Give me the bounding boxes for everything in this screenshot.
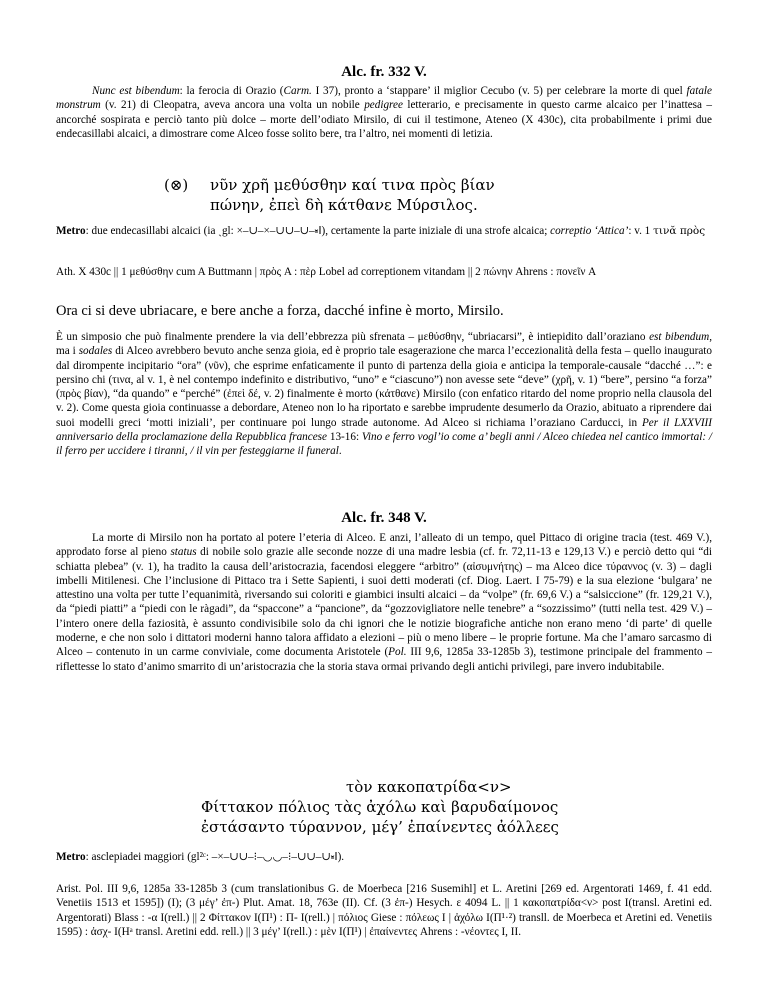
section-title: Alc. fr. 348 V.	[341, 510, 427, 526]
metro-text: : due endecasillabi alcaici (ia ˏgl: ×–∪–×–∪∪–∪–⏓‖), certamente la parte iniziale di una strofe alcaica;	[85, 225, 551, 237]
translation: Ora ci si deve ubriacare, e bere anche a forza, dacché infine è morto, Mirsilo.	[56, 303, 504, 319]
metro-text: : asclepiadei maggiori (gl²ᶜ: –×–∪∪–⁝–◡◡–⁝–∪∪–∪⏓‖).	[85, 851, 345, 863]
intro-italic: Carm.	[283, 85, 312, 97]
intro-italic: Nunc est bibendum	[92, 85, 180, 97]
intro-paragraph: La morte di Mirsilo non ha portato al potere l’eteria di Alceo. E anzi, l’alleato di un tempo, quel Pittaco di origine tracia (test. 469 V.), approdato forse al pieno status di nobile solo grazie alle seconde nozze di una madre lesbia (cf. fr. 72,11-13 e 129,13 V.) e perciò detto qui “di schiatta plebea” (v. 1), ha tradito la causa dell’aristocrazia, facendosi eleggere “arbitro” (αἰσυμνήτης) – ma Alceo dice τύραννος (v. 3) – dagli imbelli Mitilenesi. Che l’inclusione di Pittaco tra i Sette Sapienti, i suoi detti moderati (cf. Diog. Laert. I 75-79) e la sua elezione ‘bulgara’ ne attestino una volta per tutte l’equanimità, riversando sui coloriti e giambici insulti alcaici – da “volpe” (fr. 69,6 V.) a “salsiccione” (fr. 129,21 V.), da “piedi piatti” a “piedi con le ràgadi”, da “spaccone” a “pancione”, da “gozzovigliatore nelle tenebre” a “sozzissimo” (tutti nella test. 429 V.) – l’intero onere della faziosità, è assunto condivisibile solo da chi ignori che le notizie biografiche antiche non erano meno ‘di parte’ di quelle moderne, e che non solo i dittatori moderni hanno talora affidato a elezioni – più o meno libere – le proprie fortune. Ma che l’amaro sarcasmo di Alceo – contenuto in un carme conviviale, come documenta Aristotele (Pol. III 9,6, 1285a 33-1285b 3), testimone principale del frammento – riflettesse lo stato d’animo smarrito di un’aristocrazia che la storia stava ormai privando degli antichi privilegi, pare invero indubitabile.	[56, 532, 712, 673]
intro-text: (v. 21) di Cleopatra, aveva ancora una volta un nobile	[100, 99, 365, 112]
metro-italic: correptio ‘Attica’	[550, 225, 629, 237]
metro-label: Metro	[56, 225, 86, 237]
verse-line: πώνην, ἐπεὶ δὴ κάτθανε Μύρσιλος.	[210, 196, 478, 214]
intro-italic: pedigree	[364, 99, 403, 112]
apparatus: Ath. X 430c || 1 μεθύσθην cum A Buttmann | πρὸς A : πὲρ Lobel ad correptionem vitandam || 2 πώνην Ahrens : πονεῖν A	[56, 266, 597, 278]
intro-italic: fatale monstrum	[56, 85, 712, 112]
verse-line: νῦν χρῆ μεθύσθην καί τινα πρὸς βίαν	[210, 176, 495, 194]
metro-greek: τινᾰ πρὸς	[653, 225, 706, 237]
intro-paragraph	[56, 84, 712, 141]
metro-label: Metro	[56, 851, 86, 863]
verse-line: ἐστάσαντο τύραννον, μέγ’ ἐπαίνεντες ἀόλλεες	[201, 818, 559, 836]
intro-text: I 37), pronto a ‘stappare’ il miglior Cecubo (v. 5) per celebrare la morte di quel	[311, 85, 687, 97]
intro-text: : la ferocia di Orazio (	[179, 85, 284, 97]
apparatus: Arist. Pol. III 9,6, 1285a 33-1285b 3 (cum translationibus G. de Moerbeca [216 Susemihl] et L. Aretini [269 ed. Argentorati 1469, f. 41 edd. Venetiis 1513 et 1595]) (I); (3 μέγ’ ἐπ-) Plut. Amat. 18, 763e (II). Cf. (3 ἐπ-) Hesych. ε 4094 L. || 1 κακοπατρίδα<ν> post I(transl. Aretini ed. Argentorati) Blass : -α I(rell.) || 2 Φίττακον I(Π¹) : Π- I(rell.) | πόλιος Giese : πόλεως I | ἀχόλω I(Π¹·²) transll. de Moerbeca et Aretini ed. Venetiis 1595) : ἀσχ- I(Hᵃ transl. Aretini edd. rell.) || 3 μέγ’ I(rell.) : μὲν I(Π¹) | ἐπαίνεντες Ahrens : -νέοντες I, II.	[56, 883, 712, 938]
verse-line: Φίττακον πόλιος τὰς ἀχόλω καὶ βαρυδαίμονος	[201, 798, 559, 816]
verse-line: τὸν κακοπατρίδα<ν>	[346, 778, 512, 796]
verse-mark: (⊗)	[164, 176, 189, 194]
intro-text: letterario, e precisamente in questo carme alcaico per l’inattesa – ancorché sospirata e perciò tanto più dolce – morte dell’odiato Mirsilo, di cui il testimone, Ateneo (X 430c), cita probabilmente i primi due endecasillabi alcaici, a dimostrare come Alceo fosse solito bere, tra l’altro, nei momenti di letizia.	[56, 99, 712, 140]
greek-verse	[164, 175, 664, 215]
metro-note	[56, 850, 712, 864]
metro-text: : v. 1	[628, 225, 654, 237]
commentary: È un simposio che può finalmente prendere la via dell’ebbrezza più sfrenata – μεθύσθην, “ubriacarsi”, è intiepidito dall’oraziano est bibendum, ma i sodales di Alceo avrebbero bevuto anche senza gioia, ed è proprio tale esagerazione che marca l’eccezionalità della festa – quello inaugurato dal dirompente incipitario “ora” (νῦν), che esprime enfaticamente il punto di partenza della gioia e anticipa la temporale-causale “dacché …”: e persino chi (τινα, al v. 1, è nel contempo indefinito e distributivo, “uno” e “ciascuno”) non avesse sete “deve” (χρῆ, v. 1) “bere”, persino “a forza” (πρὸς βίαν), “da quando” e “perché” (ἐπεὶ δέ, v. 2) finalmente è morto (κάτθανε) Mirsilo (con enfatico ritardo del nome proprio nella clausola del v. 2). Come questa gioia continuasse a debordare, Ateneo non lo ha riportato e sarebbe imprudente desumerlo da Orazio, abituato a riprendere dai suoi modelli greci ‘motti iniziali’, per continuare poi lungo strade autonome. Ad Alceo si richiama l’oraziano Carducci, in Per il LXXVIII anniversario della proclamazione della Repubblica francese 13-16: Vino e ferro vogl’io come a’ begli anni / Alceo chiedea nel cantico immortal: / il ferro per uccidere i tiranni, / il vin per festeggiarne il funeral.	[56, 331, 712, 458]
greek-verse	[201, 777, 701, 837]
metro-note	[56, 224, 712, 238]
section-title: Alc. fr. 332 V.	[341, 64, 427, 80]
